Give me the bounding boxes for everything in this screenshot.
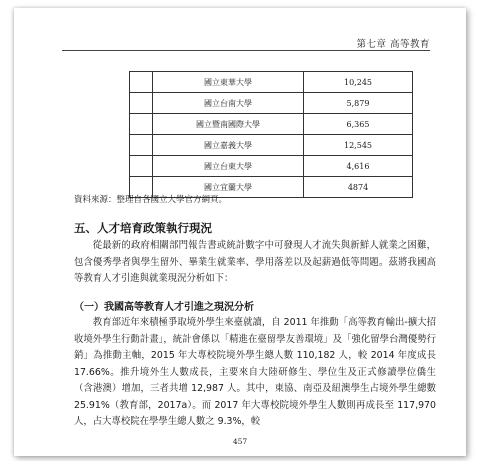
chapter-header: 第七章 高等教育 xyxy=(356,39,430,50)
table-row xyxy=(130,72,413,93)
university-name-cell: 國立台東大學 xyxy=(153,156,304,177)
university-name-cell: 國立嘉義大學 xyxy=(153,135,304,156)
university-name-cell: 國立台南大學 xyxy=(153,93,304,114)
table-cell-blank xyxy=(130,156,153,177)
student-count-cell: 12,545 xyxy=(304,135,413,156)
student-count-cell: 4,616 xyxy=(304,156,413,177)
section-title: 五、人才培育政策執行現況 xyxy=(74,221,212,235)
student-count-cell: 5,879 xyxy=(304,93,413,114)
student-count-cell: 4874 xyxy=(304,177,413,198)
table-row xyxy=(130,114,413,135)
table-row xyxy=(130,156,413,177)
university-name-cell: 國立暨南國際大學 xyxy=(153,114,304,135)
page-number: 457 xyxy=(232,437,248,446)
table-cell-blank xyxy=(130,135,153,156)
table-row xyxy=(130,93,413,114)
table-cell-blank xyxy=(130,114,153,135)
university-name-cell: 國立宜蘭大學 xyxy=(153,177,304,198)
table-cell-blank xyxy=(130,93,153,114)
subheading: （一）我國高等教育人才引進之現況分析 xyxy=(74,302,254,313)
paragraph-intro: 從最新的政府相關部門報告書或統計數字中可發現人才流失與新鮮人就業之困難，包含優秀學者與學生留外、畢業生就業率、學用落差以及起薪過低等問題。茲將我國高等教育人才引進與就業現況分析如下： xyxy=(74,240,436,284)
paragraph-body: 教育部近年來積極爭取境外學生來臺就讀，自 2011 年推動「高等教育輸出-擴大招收境外學生行動計畫」，統計會係以「精進在臺留學友善環境」及「強化留學台灣優勢行銷」為推動主軸，2015 年大專校院境外學生總人數 110,182 人，較 2014 年度成長 17.66%。推升境外生人數成長，主要來自大陸研修生、學位生及正式修讀學位僑生（含港澳）增加，三者共增 12,987 人。其中，東協、南亞及紐澳學生占境外學生總數 25.91%（教育部，2017a）。而 2017 年大專校院境外學生人數則再成長至 117,970 人，占大專校院在學學生總人數之 9.3%，較 xyxy=(74,317,436,427)
document-page xyxy=(14,8,466,456)
student-count-cell: 6,365 xyxy=(304,114,413,135)
table-row xyxy=(130,135,413,156)
source-note: 資料來源：整理自各國立大學官方網頁。 xyxy=(74,195,228,205)
student-count-cell: 10,245 xyxy=(304,72,413,93)
university-name-cell: 國立東華大學 xyxy=(153,72,304,93)
table-cell-blank xyxy=(130,72,153,93)
header-divider xyxy=(62,50,430,51)
university-table xyxy=(129,71,413,198)
